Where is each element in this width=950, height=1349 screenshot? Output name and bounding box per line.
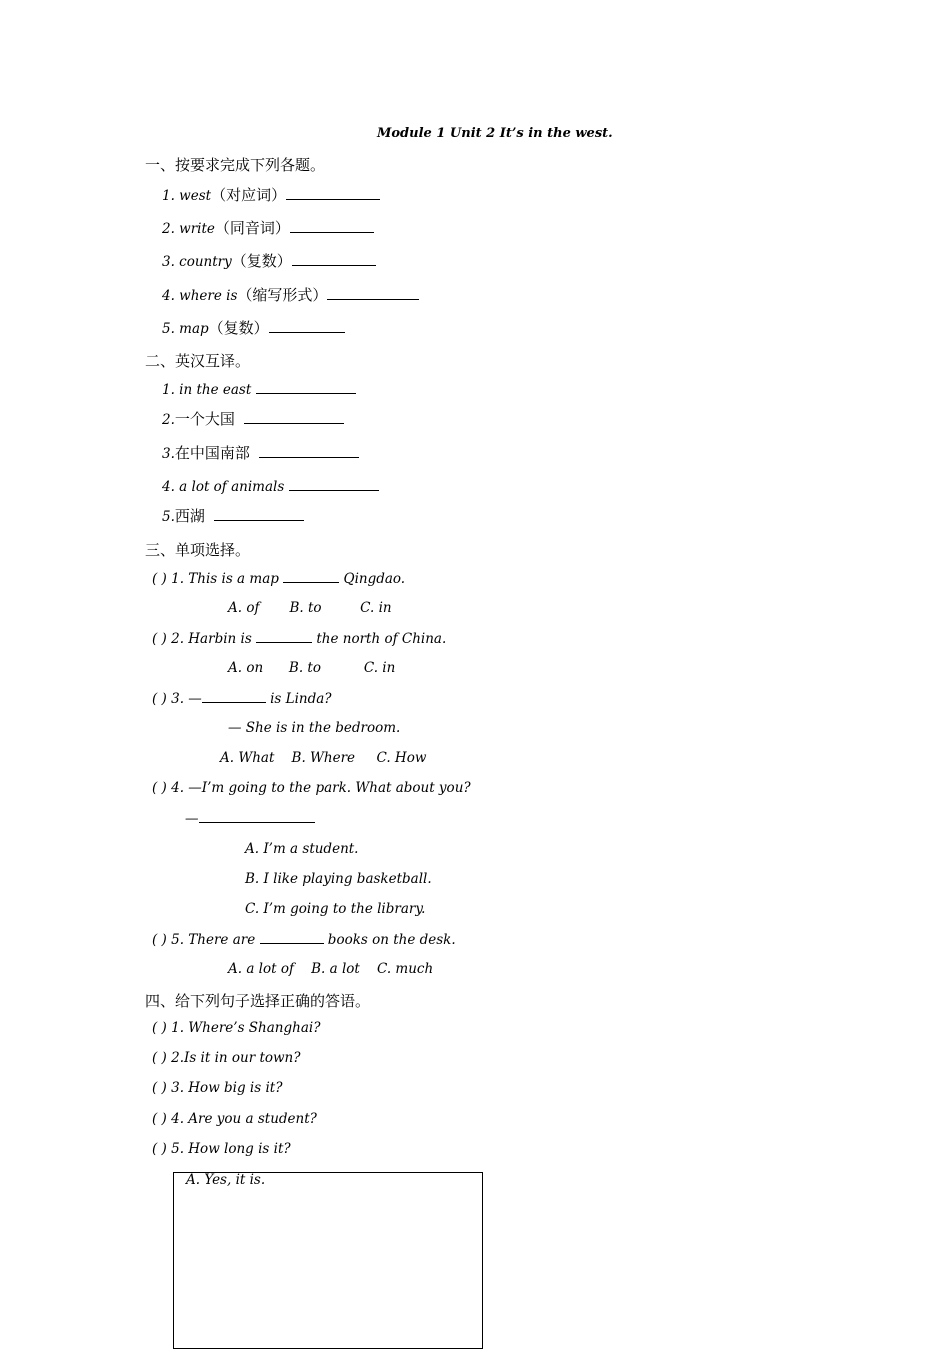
s2-item-5: 5.西湖: [162, 507, 304, 526]
section-2-heading: 二、英汉互译。: [145, 352, 251, 370]
s4-question-5: ( ) 5. How long is it?: [152, 1141, 291, 1157]
s1-item-3: 3. country（复数）: [162, 252, 376, 271]
mc-options-1: A. of B. to C. in: [228, 600, 392, 616]
mc-question-5: ( ) 5. There are books on the desk.: [152, 932, 456, 948]
mc-question-1: ( ) 1. This is a map Qingdao.: [152, 571, 406, 587]
section-4-heading: 四、给下列句子选择正确的答语。: [145, 992, 371, 1010]
s4-question-3: ( ) 3. How big is it?: [152, 1080, 283, 1096]
answer-blank[interactable]: [289, 477, 379, 491]
answer-blank[interactable]: [283, 569, 339, 583]
s1-item-4: 4. where is（缩写形式）: [162, 286, 419, 305]
worksheet-title: Module 1 Unit 2 It’s in the west.: [377, 126, 613, 141]
answer-blank[interactable]: [292, 252, 376, 266]
s1-item-5: 5. map（复数）: [162, 319, 345, 338]
mc-option-4a: A. I’m a student.: [245, 841, 359, 857]
section-1-heading: 一、按要求完成下列各题。: [145, 156, 326, 174]
answer-blank[interactable]: [260, 930, 324, 944]
s2-item-4: 4. a lot of animals: [162, 477, 379, 496]
mc-option-4b: B. I like playing basketball.: [245, 871, 432, 887]
answer-blank[interactable]: [244, 410, 344, 424]
s2-item-3: 3.在中国南部: [162, 444, 359, 463]
answer-option-a: A. Yes, it is.: [186, 1172, 266, 1188]
s4-question-1: ( ) 1. Where’s Shanghai?: [152, 1020, 321, 1036]
s1-item-1: 1. west（对应词）: [162, 186, 380, 205]
answer-blank[interactable]: [327, 286, 419, 300]
s1-item-2: 2. write（同音词）: [162, 219, 374, 238]
mc-question-4: ( ) 4. —I’m going to the park. What about you?: [152, 780, 471, 796]
section-3-heading: 三、单项选择。: [145, 541, 251, 559]
mc-question-3: ( ) 3. — is Linda?: [152, 691, 332, 707]
answer-blank[interactable]: [202, 689, 266, 703]
answer-blank[interactable]: [286, 186, 380, 200]
s2-item-2: 2.一个大国: [162, 410, 344, 429]
answer-blank[interactable]: [199, 809, 315, 823]
mc-options-5: A. a lot of B. a lot C. much: [228, 961, 434, 977]
answer-blank[interactable]: [259, 444, 359, 458]
mc-option-4c: C. I’m going to the library.: [245, 901, 426, 917]
answer-options-box: [173, 1172, 483, 1349]
answer-blank[interactable]: [256, 629, 312, 643]
mc-answer-3: — She is in the bedroom.: [228, 720, 401, 736]
mc-options-2: A. on B. to C. in: [228, 660, 396, 676]
s2-item-1: 1. in the east: [162, 380, 356, 399]
s4-question-2: ( ) 2.Is it in our town?: [152, 1050, 301, 1066]
s4-question-4: ( ) 4. Are you a student?: [152, 1111, 317, 1127]
mc-dash-4: —: [185, 809, 315, 828]
mc-question-2: ( ) 2. Harbin is the north of China.: [152, 631, 447, 647]
answer-blank[interactable]: [269, 319, 345, 333]
answer-blank[interactable]: [290, 219, 374, 233]
mc-options-3: A. What B. Where C. How: [220, 750, 427, 766]
answer-blank[interactable]: [214, 507, 304, 521]
answer-blank[interactable]: [256, 380, 356, 394]
